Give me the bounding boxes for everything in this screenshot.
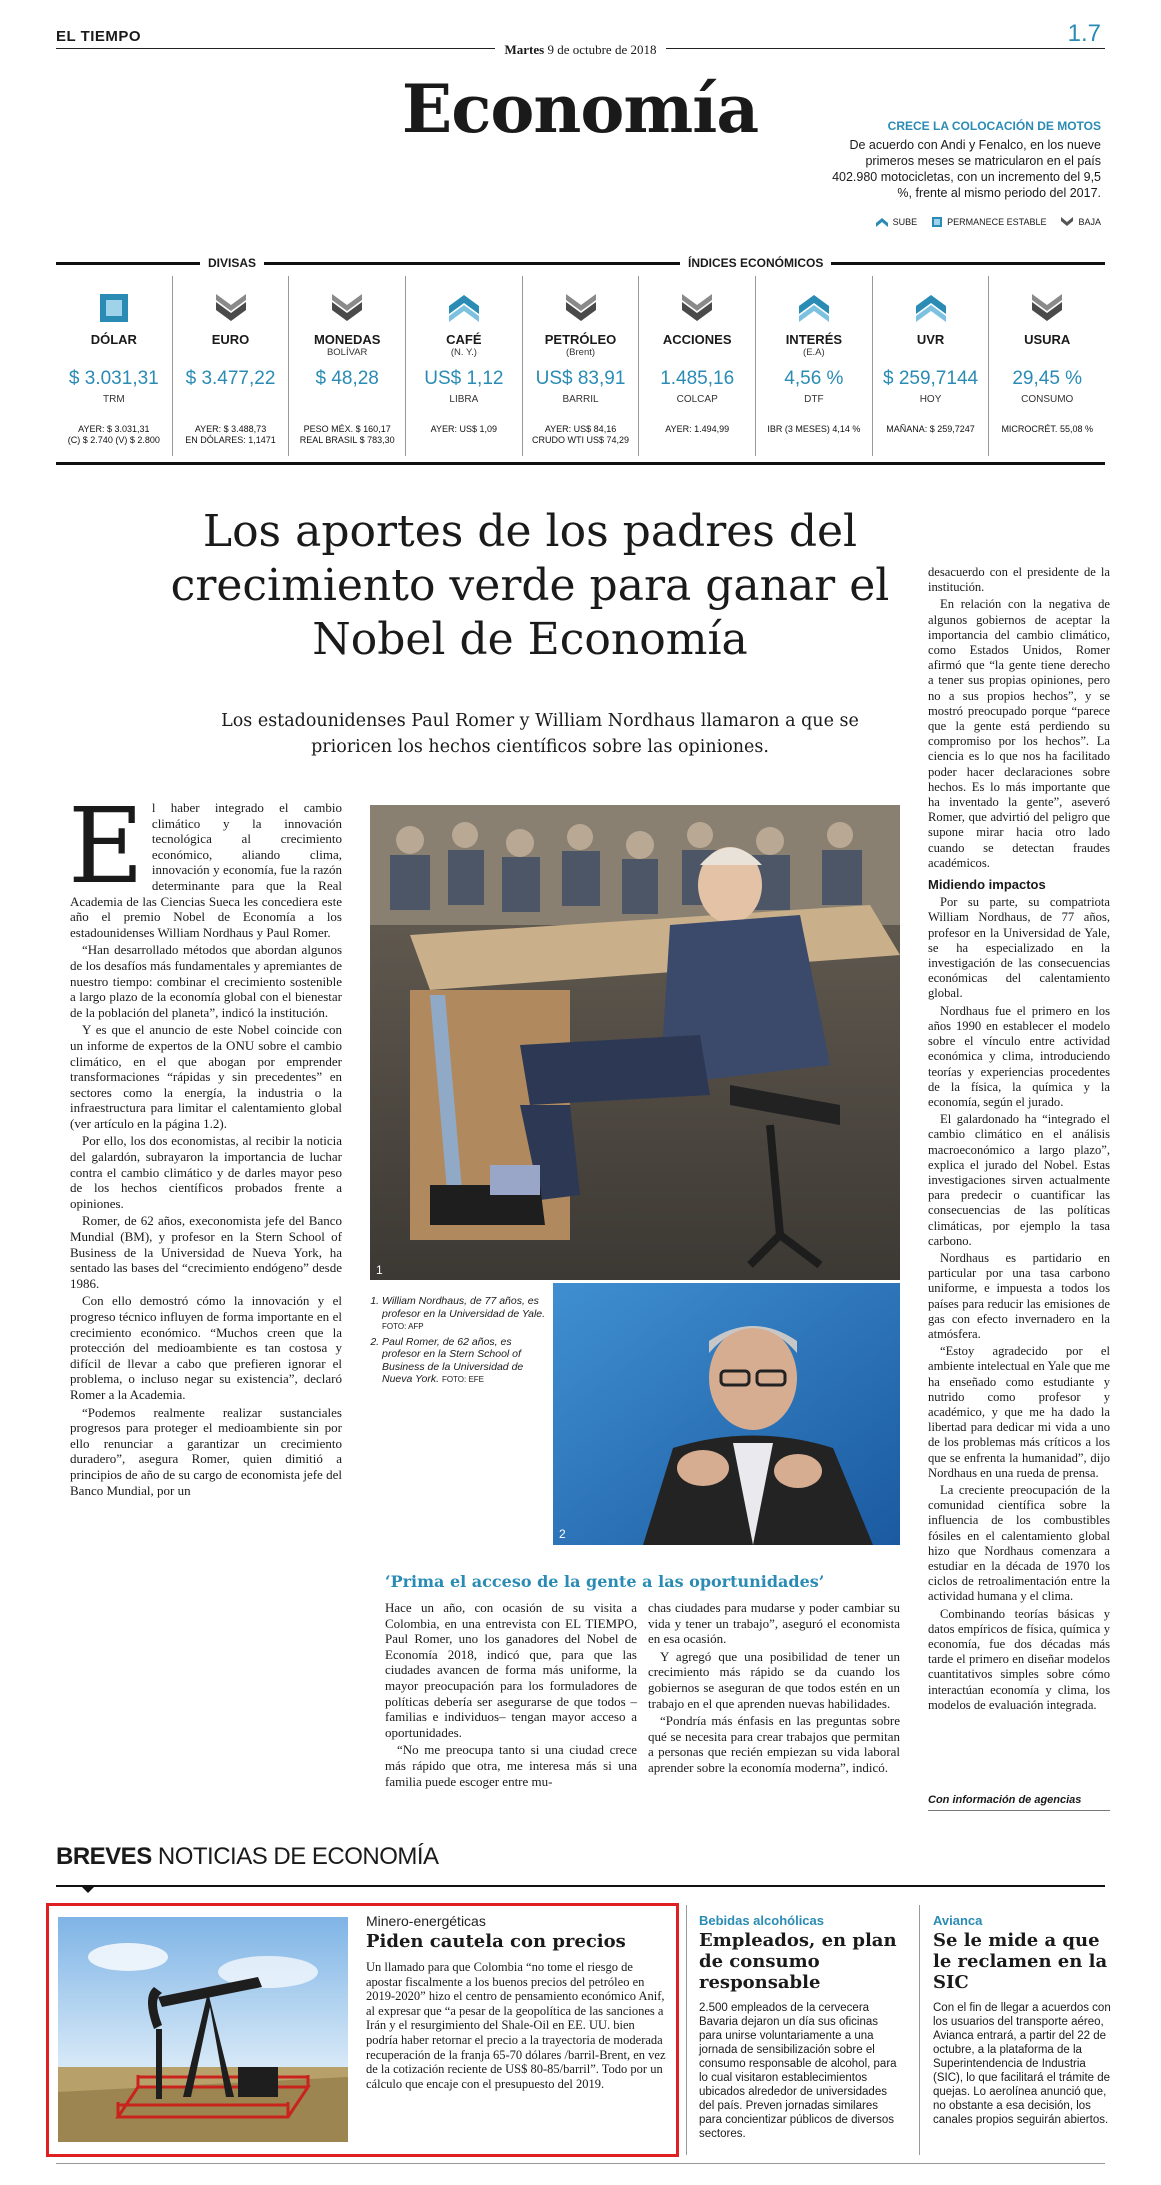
breves-title-bold: BREVES: [56, 1843, 152, 1870]
indicator-footnote: AYER: $ 3.031,31 (C) $ 2.740 (V) $ 2.800: [67, 424, 160, 445]
chevron-up-icon: [875, 216, 889, 228]
indicator-subtitle: [989, 347, 1105, 358]
nordhaus-photo: [370, 805, 900, 1280]
indicator-name: UVR: [916, 332, 945, 347]
page-bottom-rule: [56, 2163, 1105, 2164]
chevron-up-icon: [406, 290, 522, 326]
brief-body: 2.500 empleados de la cervecera Bavaria dejaron un día sus oficinas para unirse voluntariamente a una jornada de sensibilización sobre el consumo responsable de alcohol, para lo cual visitaron establecimientos ubicados alrededor de universidades del país. Preven jornadas similares para concientizar públicos de diversos sectores.: [699, 2002, 897, 2140]
photo-credit: FOTO: EFE: [441, 1375, 485, 1384]
article-column-1: [68, 785, 342, 1500]
legend-stable: PERMANECE ESTABLE: [931, 216, 1046, 228]
chevron-down-icon: [289, 290, 405, 326]
column-divider: [919, 1905, 920, 2155]
photo-illustration: [553, 1283, 900, 1545]
paragraph: Combinando teorías básicas y datos empíricos de física, química y economía, fue dos décadas más tarde el primero en diseñar modelos cuantitativos simples sobre cómo interactúan economía y clima, los modelos de evaluación integrada.: [928, 1606, 1110, 1712]
indicator-subtitle: BOLÍVAR: [326, 347, 368, 358]
paragraph: Romer, de 62 años, execonomista jefe del Banco Mundial (BM), y profesor en la Stern School of Business de la Universidad de Nueva York, ha sentado las bases del “crecimiento endógeno” desde 1986.: [70, 1213, 342, 1291]
brief-title: Empleados, en plan de consumo responsable: [699, 1930, 897, 1993]
caption-1: 1. William Nordhaus, de 77 años, es profesor en la Universidad de Yale. FOTO: AFP: [382, 1295, 548, 1334]
article-headline: Los aportes de los padres del crecimiento verde para ganar el Nobel de Economía: [170, 506, 890, 665]
indicator-unit: HOY: [919, 394, 942, 405]
indicator-name: INTERÉS: [785, 332, 843, 347]
paragraph: Nordhaus es partidario en particular por una tasa carbono uniforme, e impuesta a todos los países para reducir las emisiones de gas con efecto invernadero en la atmósfera.: [928, 1250, 1110, 1341]
brief-minero: [366, 1913, 666, 2091]
legend-down: BAJA: [1060, 216, 1101, 228]
brief-title: Se le mide a que le reclamen en la SIC: [933, 1930, 1108, 1993]
breves-notch: [80, 1885, 96, 1893]
indicator-name: EURO: [211, 332, 250, 347]
newspaper-name: EL TIEMPO: [56, 28, 142, 45]
paragraph: “Estoy agradecido por el ambiente intelectual en Yale que me ha enseñado como estudiante y nutrido como profesor y académico, y que me ha dado la libertad para dedicar mi vida a uno de los problemas más críticos a los que se enfrenta la humanidad”, dijo Nordhaus en una rueda de prensa.: [928, 1344, 1110, 1480]
indicator-value: $ 48,28: [315, 368, 379, 389]
indicator-footnote: AYER: 1.494,99: [665, 424, 730, 434]
indicator-name: DÓLAR: [90, 332, 137, 347]
breves-title-rest: NOTICIAS DE ECONOMÍA: [151, 1843, 439, 1870]
indicator-subtitle: [173, 347, 289, 358]
indicator-café: [406, 276, 523, 456]
paragraph: “Podemos realmente realizar sustanciales progresos para proteger el medioambiente sin por ello renunciar a garantizar un crecimiento duradero”, asegura Romer, quien dimitió a principios de año de su cargo de economista jefe del Banco Mundial, por un: [70, 1404, 342, 1498]
square-icon: [56, 290, 172, 326]
chevron-up-icon: [873, 290, 989, 326]
indicator-subtitle: (E.A): [803, 347, 825, 358]
indicator-subtitle: [639, 347, 755, 358]
brief-body: Con el fin de llegar a acuerdos con los usuarios del transporte aéreo, Avianca entrará, a partir del 22 de octubre, a la plataforma de la Superintendencia de Industria (SIC), lo que facilitará el trámite de quejas. Lo aerolínea anunció que, no obstante a esa decisión, los canales propios seguirán abiertos.: [933, 2002, 1111, 2126]
paragraph: La creciente preocupación de la comunidad científica sobre la influencia de los combustibles fósiles en el calentamiento global hizo que Nordhaus comenzara a estudiar en la década de 1970 los ciclos de retroalimentación entre la actividad humana y el clima.: [928, 1482, 1110, 1604]
indicator-value: US$ 83,91: [535, 368, 626, 389]
indicator-uvr: [873, 276, 990, 456]
paragraph: Y agregó que una posibilidad de tener un crecimiento más rápido se da cuando los gobiernos se aseguran de que todos estén en un trabajo en el que aprenden nuevas habilidades.: [648, 1648, 900, 1711]
indicator-name: USURA: [1024, 332, 1071, 347]
indicator-footnote: IBR (3 MESES) 4,14 %: [767, 424, 861, 434]
indicator-name: CAFÉ: [446, 332, 482, 347]
indicator-value: 4,56 %: [784, 368, 844, 389]
indicator-subtitle: [873, 347, 989, 358]
photo-illustration: [58, 1917, 348, 2142]
indicator-subtitle: (N. Y.): [450, 347, 477, 358]
indicator-value: 1.485,16: [660, 368, 735, 389]
square-icon: [931, 216, 943, 228]
paragraph: El galardonado ha “integrado el cambio climático en el análisis macroeconómico a largo plazo”, explica el jurado del Nobel. Estas investigaciones sirven actualmente para predecir o cuantificar las consecuencias de las políticas climáticas, por ejemplo la tasa carbono.: [928, 1112, 1110, 1248]
brief-body: Un llamado para que Colombia “no tome el riesgo de apostar fiscalmente a los buenos precios del petróleo en 2019-2020” hizo el centro de pensamiento económico Anif, al expresar que “a pesar de la geopolítica de las sanciones a Irán y el resurgimiento del Shale-Oil en EE. UU. bien podría haber retornar el precio a la trayectoria de moderada recuperación de la franja 65-70 dólares /barril-Brent, en vez de la cotización reciente de US$ 80-85/barril”. Todo por un cálculo que encaje con el presupuesto del 2019.: [366, 1960, 666, 2091]
chevron-down-icon: [639, 290, 755, 326]
paragraph: En relación con la negativa de algunos gobiernos de aceptar la importancia del cambio climático, como Estados Unidos, Romer afirmó que “la gente tiene derecho a tener sus propias opiniones, pero no a sus propios hechos”, y se mostró preocupado porque “parece que la gente está perdiendo su compromiso por los hechos”. La ciencia es lo que nos ha facilitado poder hacer declaraciones sobre hechos. Es lo más importante que ha inventado la gente”, aseveró Romer, que advirtió del peligro que supone mirar hacia otro lado cuando se detectan fraudes académicos.: [928, 597, 1110, 870]
indicator-subtitle: (Brent): [566, 347, 596, 358]
trend-legend: [875, 216, 1101, 228]
indicator-unit: COLCAP: [676, 394, 718, 405]
oil-pump-photo: [58, 1917, 348, 2142]
drop-cap: E: [68, 785, 144, 907]
article-deck: Los estadounidenses Paul Romer y William Nordhaus llamaron a que se prioricen los hechos científicos sobre las opiniones.: [221, 711, 859, 757]
article-credit: Con información de agencias: [928, 1794, 1110, 1811]
figure-number: 1: [376, 1263, 383, 1277]
legend-up: SUBE: [875, 216, 918, 228]
indicator-name: MONEDAS: [313, 332, 381, 347]
paragraph: “Pondría más énfasis en las preguntas sobre qué se necesita para crear trabajos que permitan a personas que recién empiezan su vida laboral aprender sobre la economía moderna”, indicó.: [648, 1713, 900, 1775]
brief-bebidas: [699, 1913, 903, 2141]
indicators-bottom-rule: [56, 462, 1105, 465]
indicator-value: $ 259,7144: [882, 368, 979, 389]
paragraph: Con ello demostró cómo la innovación y el progreso técnico influyen de forma importante en el crecimiento económico. “Muchos creen que la protección del medioambiente es tan costosa y difícil de llevar a cabo que prefieren ignorar el problema, o incluso negar su existencia”, declaró Romer a la Academia.: [70, 1293, 342, 1402]
divisas-label: DIVISAS: [200, 256, 264, 270]
figure-number: 2: [559, 1527, 566, 1541]
chevron-down-icon: [173, 290, 289, 326]
column-subhead: Midiendo impactos: [928, 877, 1046, 893]
indicator-name: ACCIONES: [662, 332, 732, 347]
page-number: 1.7: [1067, 20, 1101, 47]
top-brief: [831, 118, 1101, 201]
indicator-value: US$ 1,12: [424, 368, 504, 389]
photo-credit: FOTO: AFP: [382, 1322, 424, 1331]
breves-header: [56, 1843, 439, 1871]
chevron-down-icon: [989, 290, 1105, 326]
indicator-unit: CONSUMO: [1021, 394, 1074, 405]
column-divider: [686, 1905, 687, 2155]
section-title: Economía: [401, 70, 759, 148]
brief-avianca: [933, 1913, 1113, 2127]
indicator-footnote: PESO MÉX. $ 160,17 REAL BRASIL $ 783,30: [299, 424, 395, 445]
photo-illustration: [370, 805, 900, 1280]
indicator-dólar: [56, 276, 173, 456]
date-day: Martes: [504, 42, 545, 57]
chevron-down-icon: [1060, 216, 1074, 228]
paragraph: Nordhaus fue el primero en los años 1990 en establecer el modelo sobre el vínculo entre actividad económica y clima, introduciendo teorías y experiencias procedentes de la física, la química y la economía, según el jurado.: [928, 1003, 1110, 1109]
romer-photo: [553, 1283, 900, 1545]
brief-kicker: Bebidas alcohólicas: [699, 1913, 824, 1928]
paragraph: chas ciudades para mudarse y poder cambiar su vida y tener un trabajo”, aseguró el economista en esa ocasión.: [648, 1600, 900, 1647]
paragraph: Por ello, los dos economistas, al recibir la noticia del galardón, subrayaron la importancia de luchar contra el cambio climático y de darles mayor peso de los hechos científicos probados frente a opiniones.: [70, 1133, 342, 1211]
indicator-acciones: [639, 276, 756, 456]
indicator-footnote: AYER: US$ 84,16 CRUDO WTI US$ 74,29: [532, 424, 630, 445]
indicator-unit: TRM: [103, 394, 125, 405]
indicator-footnote: MAÑANA: $ 259,7247: [886, 424, 975, 434]
paragraph: desacuerdo con el presidente de la institución.: [928, 565, 1110, 595]
paragraph: Y es que el anuncio de este Nobel coincide con un informe de expertos de la ONU sobre el cambio climático, en el que abogan por emprender transformaciones “rápidas y sin precedentes” en sectores como la energía, la industria o la infraestructura para limitar el calentamiento global (ver artículo en la página 1.2).: [70, 1022, 342, 1131]
photo-captions: [370, 1295, 548, 1389]
brief-kicker: Avianca: [933, 1913, 983, 1928]
article-subhead: ‘Prima el acceso de la gente a las oportunidades’: [385, 1572, 825, 1591]
indicator-subtitle: [56, 347, 172, 358]
indicator-petróleo: [523, 276, 640, 456]
chevron-up-icon: [756, 290, 872, 326]
brief-title: Piden cautela con precios: [366, 1931, 626, 1952]
indicator-interés: [756, 276, 873, 456]
indicators-row: [56, 276, 1105, 456]
paragraph: Por su parte, su compatriota William Nordhaus, de 77 años, profesor en la Universidad de Yale, se ha especializado en la investigación de las consecuencias económicas del calentamiento global.: [928, 895, 1110, 1001]
indicator-monedas: [289, 276, 406, 456]
caption-2: 2. Paul Romer, de 62 años, es profesor en la Stern School of Business de la Universidad de Nueva York. FOTO: EFE: [382, 1336, 548, 1387]
paragraph: “No me preocupa tanto si una ciudad crece más rápido que otra, me interesa más si una familia puede escoger entre mu-: [385, 1742, 637, 1789]
paragraph: “Han desarrollado métodos que abordan algunos de los desafíos más fundamentales y apremiantes de nuestro tiempo: combinar el crecimiento sostenible a largo plazo de la economía global con el bienestar de la población del planeta”, indicó la institución.: [70, 942, 342, 1020]
indicator-unit: LIBRA: [449, 394, 479, 405]
chevron-down-icon: [523, 290, 639, 326]
indicator-footnote: AYER: US$ 1,09: [430, 424, 498, 434]
sub-column-1: [385, 1600, 637, 1791]
top-brief-text: De acuerdo con Andi y Fenalco, en los nueve primeros meses se matricularon en el país 402.980 motocicletas, con un incremento del 9,5 %, frente al mismo periodo del 2017.: [832, 138, 1101, 200]
indices-label: ÍNDICES ECONÓMICOS: [680, 256, 831, 270]
indicator-usura: [989, 276, 1105, 456]
indicator-footnote: MICROCRÉT. 55,08 %: [1001, 424, 1093, 434]
top-brief-heading: CRECE LA COLOCACIÓN DE MOTOS: [887, 119, 1101, 133]
indicator-value: 29,45 %: [1012, 368, 1083, 389]
sub-column-2: [648, 1600, 900, 1778]
breves-rule: [56, 1885, 1105, 1887]
dateline: [0, 42, 1161, 58]
indicator-unit: BARRIL: [562, 394, 599, 405]
indicator-value: $ 3.477,22: [185, 368, 276, 389]
paragraph: Hace un año, con ocasión de su visita a Colombia, en una entrevista con EL TIEMPO, Paul Romer, uno los ganadores del Nobel de Economía 2018, indicó que, para que las ciudades avancen de forma más uniforme, la mayor preocupación para los formuladores de políticas debería ser asegurarse de que todos –familias e individuos– tengan mayor acceso a oportunidades.: [385, 1600, 637, 1740]
indicator-euro: [173, 276, 290, 456]
indicator-unit: DTF: [804, 394, 824, 405]
paragraph: l haber integrado el cambio climático y la innovación tecnológica al crecimiento económico, aliando clima, innovación y economía, fue la razón determinante para que la Real Academia de las Ciencias Sueca les concediera este año el premio Nobel de Economía a los estadounidenses William Nordhaus y Paul Romer.: [70, 800, 342, 940]
brief-kicker: Minero-energéticas: [366, 1913, 486, 1929]
article-column-4: [928, 565, 1110, 1715]
date-text: 9 de octubre de 2018: [547, 42, 657, 57]
indicator-footnote: AYER: $ 3.488,73 EN DÓLARES: 1,1471: [185, 424, 276, 445]
indicator-value: $ 3.031,31: [68, 368, 159, 389]
indicator-name: PETRÓLEO: [544, 332, 617, 347]
